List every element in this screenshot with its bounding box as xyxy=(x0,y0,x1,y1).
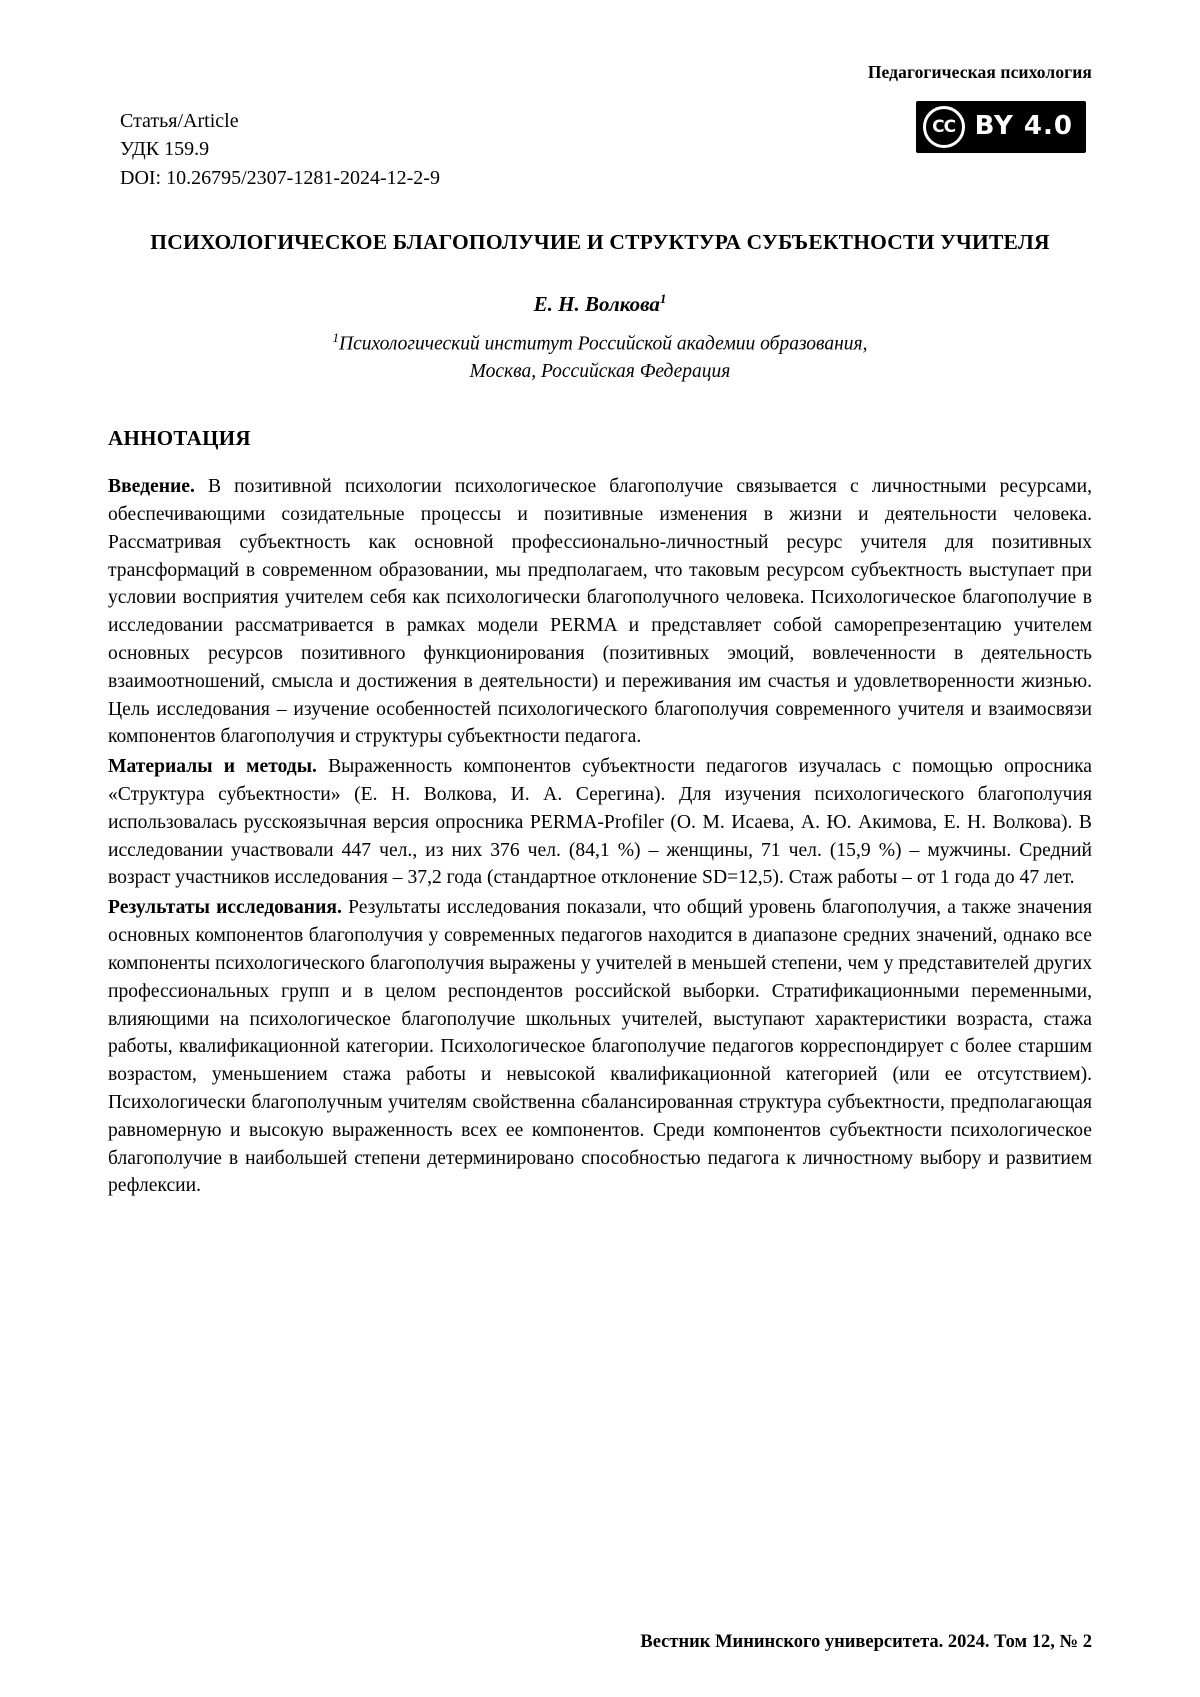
article-identifiers xyxy=(108,101,440,192)
affiliation-line-1: Психологический институт Российской академии образования, xyxy=(339,333,868,355)
creative-commons-icon: CC xyxy=(923,106,965,148)
abstract-paragraph-methods xyxy=(108,753,1092,892)
abstract-lead-methods: Материалы и методы. xyxy=(108,756,317,778)
author-label: Е. Н. Волкова xyxy=(533,292,660,317)
udc-code: УДК 159.9 xyxy=(120,138,210,161)
abstract-paragraph-results xyxy=(108,894,1092,1200)
abstract-paragraph-introduction xyxy=(108,473,1092,751)
doi: DOI: 10.26795/2307-1281-2024-12-2-9 xyxy=(120,166,440,189)
abstract-lead-introduction: Введение. xyxy=(108,476,195,498)
article-meta-row xyxy=(108,101,1092,192)
author-affiliation-marker: 1 xyxy=(659,291,667,307)
affiliation-line-2: Москва, Российская Федерация xyxy=(469,361,731,383)
creative-commons-badge[interactable] xyxy=(916,101,1086,153)
license-label: BY 4.0 xyxy=(974,111,1073,141)
abstract-heading: АННОТАЦИЯ xyxy=(108,426,251,451)
abstract-text-introduction: В позитивной психологии психологическое благополучие связывается с личностными ресурсами, обеспечивающими созидательные процессы и позитивные изменения в жизни и деятельности человека. Рассматривая субъектность как основной профессионально-личностный ресурс учителя для позитивных трансформаций в современном образовании, мы предполагаем, что таковым ресурсом субъектность выступает при условии восприятия учителем себя как психологически благополучного человека. Психологическое благополучие в исследовании рассматривается в рамках модели PERMA и представляет собой саморепрезентацию учителем основных ресурсов позитивного функционирования (позитивных эмоций, вовлеченности в деятельность взаимоотношений, смысла и достижения в деятельности) и переживания им счастья и удовлетворенности жизнью. Цель исследования – изучение особенностей психологического благополучия современного учителя и взаимосвязи компонентов благополучия и структуры субъектности педагога. xyxy=(108,476,1092,748)
running-head: Педагогическая психология xyxy=(867,62,1092,82)
abstract-text-results: Результаты исследования показали, что общий уровень благополучия, а также значения основных компонентов благополучия у современных педагогов находится в диапазоне средних значений, однако все компоненты психологического благополучия выражены у учителей в меньшей степени, чем у представителей других профессиональных групп и в целом респондентов российской выборки. Стратификационными переменными, влияющими на психологическое благополучие школьных учителей, выступают характеристики возраста, стажа работы, квалификационной категории. Психологическое благополучие педагогов корреспондирует с более старшим возрастом, уменьшением стажа работы и невысокой квалификационной категорией (или ее отсутствием). Психологически благополучным учителям свойственна сбалансированная структура субъектности, предполагающая равномерную и высокую выраженность всех ее компонентов. Среди компонентов субъектности психологическое благополучие в наибольшей степени детерминировано способностью педагога к личностному выбору и развитием рефлексии. xyxy=(108,897,1092,1197)
author-name xyxy=(108,291,1092,317)
affiliation-marker: 1 xyxy=(332,330,339,346)
article-type: Статья/Article xyxy=(120,110,239,132)
page-footer: Вестник Мининского университета. 2024. Том 12, № 2 xyxy=(640,1632,1092,1652)
affiliation xyxy=(168,329,1032,386)
abstract-lead-results: Результаты исследования. xyxy=(108,897,342,919)
abstract-text-methods: Выраженность компонентов субъектности педагогов изучалась с помощью опросника «Структура субъектности» (Е. Н. Волкова, И. А. Серегина). Для изучения психологического благополучия использовалась русскоязычная версия опросника PERMA-Profiler (О. М. Исаева, А. Ю. Акимова, Е. Н. Волкова). В исследовании участвовали 447 чел., из них 376 чел. (84,1 %) – женщины, 71 чел. (15,9 %) – мужчины. Средний возраст участников исследования – 37,2 года (стандартное отклонение SD=12,5). Стаж работы – от 1 года до 47 лет. xyxy=(108,756,1092,889)
page-title: ПСИХОЛОГИЧЕСКОЕ БЛАГОПОЛУЧИЕ И СТРУКТУРА СУБЪЕКТНОСТИ УЧИТЕЛЯ xyxy=(150,230,1050,255)
